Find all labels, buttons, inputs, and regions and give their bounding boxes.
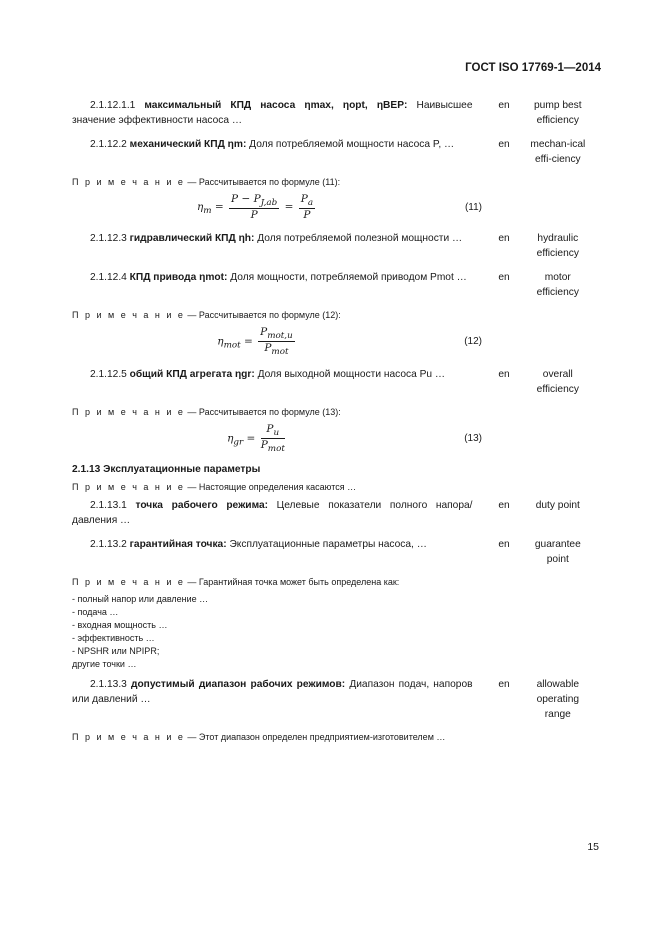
- term-english: guarantee point: [534, 539, 581, 566]
- term-english: duty point: [535, 500, 580, 512]
- term-name: гидравлический КПД ηh:: [129, 233, 255, 245]
- term-definition: 2.1.12.3 гидравлический КПД ηh: Доля потребляемой полезной мощности …: [90, 233, 463, 245]
- note-label: П р и м е ч а н и е: [72, 177, 185, 187]
- term-english: mechan-ical effi-ciency: [530, 139, 586, 165]
- page-number: 15: [587, 841, 599, 853]
- term-entry: [72, 231, 592, 261]
- term-english: hydraulic efficiency: [536, 233, 579, 260]
- term-lang: en: [498, 500, 510, 512]
- term-definition: 2.1.13.3 допустимый диапазон рабочих режимов: Диапазон подач, напоров или давлений …: [72, 679, 473, 706]
- formula-expression: $\eta_m$ = $\frac{P - P_{J,ab}}{P}$ = $\frac{P_a}{P}$: [196, 193, 314, 222]
- term-name: максимальный КПД насоса ηmax, ηopt, ηBEP:: [144, 100, 408, 111]
- note-label: П р и м е ч а н и е: [72, 482, 185, 493]
- list-item: другие точки …: [72, 659, 137, 670]
- formula-number: (11): [464, 201, 482, 213]
- content: [72, 98, 592, 748]
- term-name: общий КПД агрегата ηgr:: [129, 369, 255, 381]
- note: П р и м е ч а н и е — Настоящие определения касаются …: [72, 482, 357, 493]
- term-lang: en: [498, 233, 510, 245]
- term-lang: en: [498, 100, 510, 111]
- formula: [72, 423, 482, 454]
- term-definition: 2.1.12.5 общий КПД агрегата ηgr: Доля выходной мощности насоса Pu …: [90, 369, 446, 381]
- term-definition: 2.1.12.2 механический КПД ηm: Доля потребляемой мощности насоса P, …: [90, 139, 455, 150]
- term-lang: en: [498, 272, 510, 284]
- term-definition: 2.1.12.4 КПД привода ηmot: Доля мощности, потребляемой приводом Pmot …: [90, 272, 467, 284]
- formula-number: (12): [464, 336, 482, 348]
- list-item: - NPSHR или NPIPR;: [72, 646, 160, 657]
- list-item: - входная мощность …: [72, 620, 168, 631]
- entries: [72, 98, 592, 744]
- note: П р и м е ч а н и е — Этот диапазон определен предприятием-изготовителем …: [72, 732, 446, 743]
- term-lang: en: [498, 369, 510, 381]
- section-title: 2.1.13 Эксплуатационные параметры: [72, 464, 261, 476]
- note: П р и м е ч а н и е — Гарантийная точка может быть определена как:: [72, 577, 400, 588]
- term-definition: 2.1.12.1.1 максимальный КПД насоса ηmax, ηopt, ηBEP: Наивысшее значение эффективности насоса …: [72, 100, 473, 126]
- formula-expression: $\eta_{gr}$ = $\frac{P_u}{P_{mot}}$: [227, 423, 285, 455]
- formula: [72, 326, 482, 357]
- note: П р и м е ч а н и е — Рассчитывается по формуле (12):: [72, 310, 341, 321]
- term-definition: 2.1.13.2 гарантийная точка: Эксплуатационные параметры насоса, …: [90, 539, 427, 551]
- term-english: allowable operating range: [536, 679, 580, 721]
- term-english: overall efficiency: [536, 369, 579, 396]
- term-lang: en: [498, 139, 510, 150]
- note-label: П р и м е ч а н и е: [72, 407, 185, 418]
- term-lang: en: [498, 679, 510, 691]
- term-lang: en: [498, 539, 510, 551]
- term-english: pump best efficiency: [534, 100, 582, 126]
- list-item: - подача …: [72, 607, 119, 618]
- term-name: КПД привода ηmot:: [129, 272, 228, 284]
- term-entry: [72, 98, 592, 128]
- note: П р и м е ч а н и е — Рассчитывается по формуле (13):: [72, 407, 341, 418]
- guarantee-point-list: [72, 593, 482, 671]
- term-name: механический КПД ηm:: [129, 139, 247, 150]
- term-name: допустимый диапазон рабочих режимов:: [130, 679, 346, 691]
- term-entry: [72, 137, 592, 167]
- term-entry: [72, 537, 592, 567]
- note: П р и м е ч а н и е — Рассчитывается по формуле (11):: [72, 177, 341, 187]
- term-name: точка рабочего режима:: [135, 500, 269, 512]
- note-label: П р и м е ч а н и е: [72, 310, 185, 321]
- term-entry: [72, 367, 592, 397]
- document-id: ГОСТ ISO 17769-1—2014: [465, 62, 601, 74]
- term-definition: 2.1.13.1 точка рабочего режима: Целевые показатели полного напора/давления …: [72, 500, 473, 527]
- formula: [72, 193, 482, 221]
- note-label: П р и м е ч а н и е: [72, 577, 185, 588]
- formula-expression: $\eta_{mot}$ = $\frac{P_{mot,u}}{P_{mot}}$: [217, 326, 293, 358]
- note-label: П р и м е ч а н и е: [72, 732, 185, 743]
- term-entry: [72, 498, 592, 528]
- formula-number: (13): [464, 433, 482, 445]
- list-item: - полный напор или давление …: [72, 594, 209, 605]
- term-english: motor efficiency: [536, 272, 579, 299]
- term-entry: [72, 270, 592, 300]
- term-entry: [72, 677, 592, 722]
- term-name: гарантийная точка:: [129, 539, 227, 551]
- list-item: - эффективность …: [72, 633, 155, 644]
